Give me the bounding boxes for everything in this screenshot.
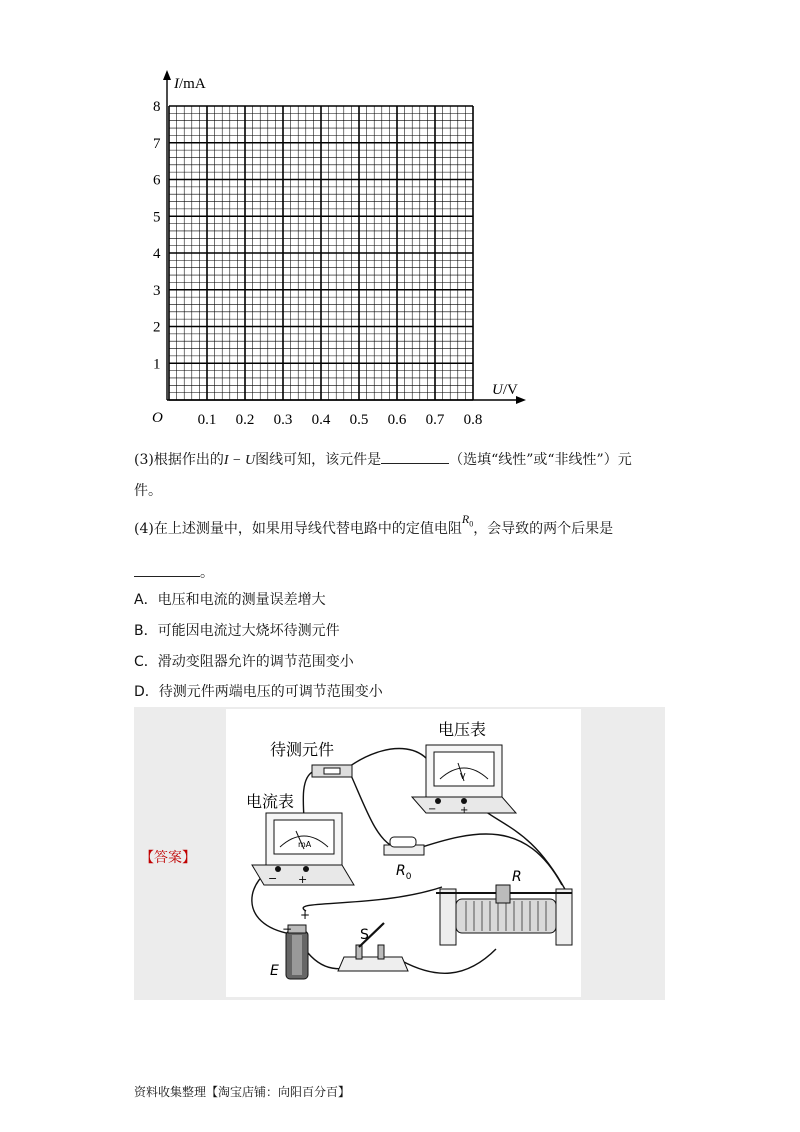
i-u-graph	[140, 60, 540, 440]
y-tick-labels	[153, 99, 161, 372]
switch-label: S	[360, 927, 369, 943]
q4-suffix: ，会导致的两个后果是	[473, 521, 614, 537]
y-tick-label: 7	[153, 135, 161, 152]
y-tick-label: 8	[153, 99, 161, 115]
y-tick-label: 5	[153, 209, 161, 226]
q4-math: $R_0$	[461, 512, 474, 529]
x-tick-label: 0.2	[235, 412, 255, 428]
question-4-line2: 。	[134, 562, 214, 583]
voltmeter-label: 电压表	[438, 720, 487, 739]
x-tick-label: 0.3	[273, 412, 293, 428]
x-tick-labels	[198, 412, 483, 428]
y-tick-label: 2	[153, 319, 161, 336]
graph-grid	[169, 106, 473, 400]
y-tick-label: 6	[153, 172, 161, 189]
q3-answer-blank[interactable]	[381, 449, 449, 464]
circuit-diagram	[226, 709, 581, 997]
q3-prefix: (3)根据作出的	[134, 452, 224, 468]
question-4	[134, 512, 614, 544]
ammeter	[252, 813, 354, 886]
q3-math: I − U	[223, 453, 256, 468]
x-tick-label: 0.1	[197, 412, 217, 428]
footer: 资料收集整理【淘宝店铺：向阳百分百】	[134, 1085, 351, 1099]
rheostat-label: R	[512, 869, 522, 885]
fixed-resistor-r0	[384, 837, 424, 855]
battery-label: E	[270, 963, 279, 979]
svg-text:−: −	[428, 804, 437, 815]
x-tick-label: 0.6	[387, 412, 407, 428]
y-tick-label: 1	[153, 356, 161, 373]
answer-label: 【答案】	[140, 850, 196, 866]
svg-text:+: +	[298, 873, 308, 886]
x-tick-label: 0.4	[311, 412, 331, 428]
q3-suffix: （选填“线性”或“非线性”）元	[449, 452, 632, 468]
y-tick-label: 3	[153, 282, 161, 299]
q4-answer-blank[interactable]	[134, 562, 200, 577]
battery-plus: +	[300, 908, 311, 922]
x-tick-label: 0.8	[463, 412, 483, 428]
answer-box	[134, 707, 665, 1000]
x-tick-label: 0.7	[425, 412, 445, 428]
y-axis-arrow	[163, 70, 171, 80]
option-d: D．待测元件两端电压的可调节范围变小	[134, 684, 383, 700]
y-axis-label: I/mA	[174, 76, 206, 92]
ammeter-unit: mA	[298, 840, 312, 849]
option-a: A．电压和电流的测量误差增大	[134, 592, 326, 608]
y-tick-label: 4	[153, 246, 161, 262]
question-3	[134, 449, 632, 471]
svg-text:+: +	[460, 805, 469, 816]
battery-minus: −	[282, 922, 293, 936]
svg-text:−: −	[268, 872, 278, 885]
rheostat	[436, 885, 572, 945]
question-3-line2: 件。	[134, 483, 162, 499]
q3-middle: 图线可知，该元件是	[255, 452, 382, 468]
x-tick-label: 0.5	[349, 412, 369, 428]
voltmeter-unit: V	[460, 772, 466, 781]
q4-prefix: (4)在上述测量中，如果用导线代替电路中的定值电阻	[134, 521, 462, 537]
r0-label: $R_0$	[396, 863, 412, 882]
switch	[338, 923, 408, 971]
test-element	[312, 765, 352, 777]
test-element-label: 待测元件	[270, 740, 335, 759]
option-b: B．可能因电流过大烧坏待测元件	[134, 623, 340, 639]
x-axis-label: U/V	[492, 382, 518, 398]
origin-label: O	[152, 410, 163, 426]
option-c: C．滑动变阻器允许的调节范围变小	[134, 654, 354, 670]
ammeter-label: 电流表	[246, 792, 295, 811]
